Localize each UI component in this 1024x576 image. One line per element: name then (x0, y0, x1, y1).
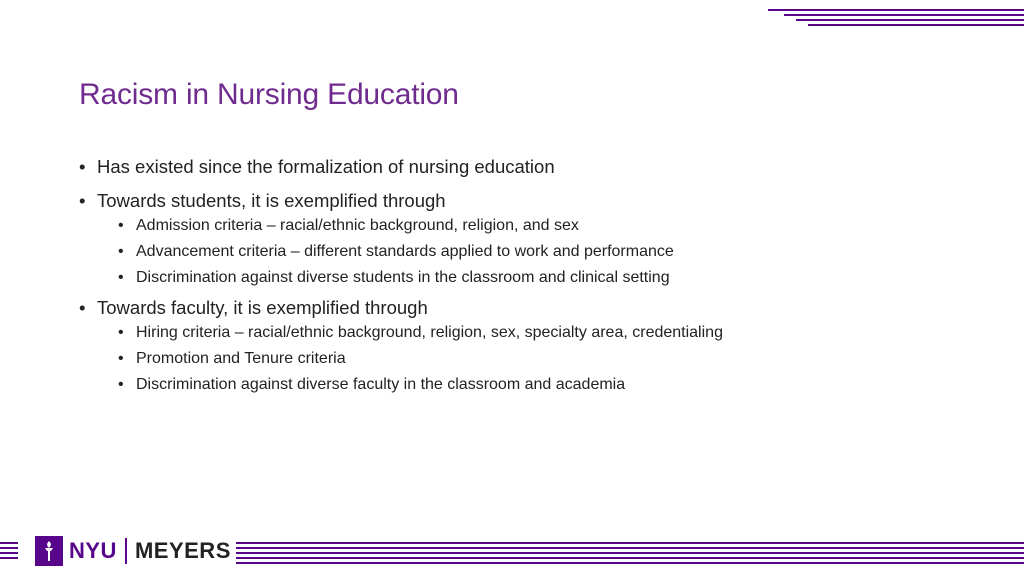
sub-bullet-list (97, 323, 979, 395)
torch-icon (35, 536, 63, 566)
bullet-text: Towards students, it is exemplified through (97, 190, 446, 211)
bullet-item (79, 155, 979, 179)
slide-title: Racism in Nursing Education (79, 78, 459, 111)
sub-bullet-item: • Promotion and Tenure criteria (97, 349, 979, 369)
nyu-meyers-logo (35, 536, 231, 566)
logo-nyu-text: NYU (69, 538, 117, 563)
sub-bullet-item: • Advancement criteria – different standards applied to work and performance (97, 242, 979, 262)
bullet-item (79, 189, 979, 288)
bullet-item (79, 296, 979, 395)
bullet-text: Has existed since the formalization of nursing education (97, 156, 555, 177)
bullet-text: Towards faculty, it is exemplified through (97, 297, 428, 318)
sub-bullet-item: • Hiring criteria – racial/ethnic background, religion, sex, specialty area, credentialing (97, 323, 979, 343)
footer-bar (0, 528, 1024, 576)
logo-school-text: MEYERS (134, 538, 231, 563)
logo-divider (125, 538, 127, 564)
sub-bullet-list (97, 216, 979, 288)
slide-content (79, 155, 979, 405)
sub-bullet-item: • Admission criteria – racial/ethnic background, religion, and sex (97, 216, 979, 236)
bullet-list (79, 155, 979, 395)
sub-bullet-item: • Discrimination against diverse students in the classroom and clinical setting (97, 268, 979, 288)
top-decorative-stripes (768, 9, 1024, 31)
sub-bullet-item: • Discrimination against diverse faculty in the classroom and academia (97, 375, 979, 395)
